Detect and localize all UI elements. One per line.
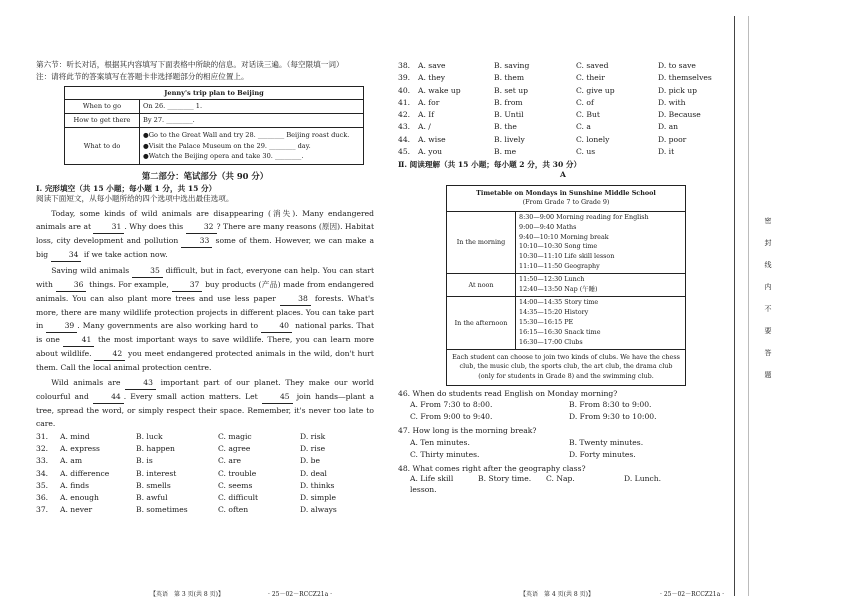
answer-option[interactable]: A. you bbox=[418, 146, 443, 156]
question-number: 33. bbox=[36, 456, 49, 466]
table-row-value: By 27. ________. bbox=[140, 114, 364, 128]
section6-title: 第六节：听长对话，根据其内容填写下面表格中所缺的信息。对话读三遍。（每空限填一词） bbox=[36, 60, 344, 69]
question-text: 48. What comes right after the geography class? bbox=[398, 464, 586, 474]
timetable-header bbox=[447, 186, 685, 212]
answer-option[interactable]: D. risk bbox=[300, 431, 326, 441]
cloze-options-left bbox=[36, 431, 374, 516]
cloze-blank: 37 bbox=[172, 278, 203, 292]
cloze-blank: 32 bbox=[186, 220, 217, 234]
binding-char: 密 bbox=[764, 217, 772, 225]
reading-section-title: Ⅱ. 阅读理解（共 15 小题；每小题 2 分，共 30 分） bbox=[398, 160, 582, 169]
section6-note: 注：请将此节的答案填写在答题卡非选择题部分的相应位置上。 bbox=[36, 72, 249, 82]
answer-option[interactable]: C. often bbox=[218, 505, 249, 515]
cloze-blank: 39 bbox=[46, 319, 77, 333]
answer-option[interactable]: B. sometimes bbox=[136, 505, 188, 515]
answer-option[interactable]: C. their bbox=[576, 73, 605, 83]
timetable-subtitle: (From Grade 7 to Grade 9) bbox=[522, 198, 610, 207]
cloze-text: . Why does this bbox=[124, 221, 186, 231]
footer-page-3: 【英语 第 3 页(共 8 页)】 bbox=[150, 591, 224, 598]
cloze-text: ? There are many reasons (原因). Habitat loss, city development and pollution bbox=[36, 221, 374, 245]
table-row-value: On 26. ________ 1. bbox=[140, 100, 364, 114]
answer-option[interactable]: A. wise bbox=[418, 134, 446, 144]
timetable-period: At noon bbox=[447, 274, 516, 297]
answer-option[interactable]: C. trouble bbox=[218, 468, 257, 478]
answer-option[interactable]: A. express bbox=[60, 444, 100, 454]
binding-char: 答 bbox=[764, 349, 772, 357]
answer-option[interactable]: A. save bbox=[418, 61, 446, 70]
timetable-row bbox=[447, 274, 685, 297]
question-number: 39. bbox=[398, 73, 411, 83]
question-number: 40. bbox=[398, 85, 411, 95]
question-number: 38. bbox=[398, 61, 411, 70]
cloze-blank: 38 bbox=[280, 292, 311, 306]
right-page bbox=[398, 60, 728, 495]
option-row bbox=[398, 134, 728, 146]
answer-option[interactable]: C. of bbox=[576, 97, 594, 107]
passage-letter: A bbox=[560, 170, 566, 180]
answer-option[interactable]: C. give up bbox=[576, 85, 615, 95]
table-row-key: When to go bbox=[65, 100, 140, 114]
answer-option[interactable]: C. But bbox=[576, 110, 600, 119]
answer-option[interactable]: D. an bbox=[658, 122, 679, 132]
answer-option[interactable]: A. difference bbox=[60, 468, 110, 478]
binding-char: 线 bbox=[764, 261, 772, 269]
answer-option[interactable]: B. set up bbox=[494, 85, 529, 95]
answer-option[interactable]: D. Forty minutes. bbox=[569, 449, 636, 459]
timetable-slot: 16:15—16:30 Snack time bbox=[519, 327, 601, 336]
option-row bbox=[398, 121, 728, 133]
question-48 bbox=[398, 464, 728, 495]
answer-option[interactable]: B. me bbox=[494, 146, 517, 156]
footer-page-4: 【英语 第 4 页(共 8 页)】 bbox=[520, 591, 594, 598]
answer-option[interactable]: D. thinks bbox=[300, 480, 335, 490]
cloze-text: national parks. That is one bbox=[36, 321, 375, 345]
timetable-slot: 11:10—11:50 Geography bbox=[519, 262, 600, 271]
answer-option[interactable]: C. Thirty minutes. bbox=[410, 449, 480, 459]
option-row bbox=[36, 505, 374, 516]
cloze-instructions: 阅读下面短文，从每小题所给的四个选项中选出最佳选项。 bbox=[36, 194, 234, 204]
answer-option[interactable]: A. they bbox=[418, 73, 446, 83]
answer-option[interactable]: B. From 8:30 to 9:00. bbox=[569, 399, 652, 409]
cloze-text: join hands—plant a tree, spread the word, or simply respect their space. Remember, it's never too late to care. bbox=[36, 392, 374, 429]
timetable-slots bbox=[516, 297, 686, 350]
timetable-slots bbox=[516, 274, 686, 297]
option-row bbox=[36, 493, 374, 504]
answer-option[interactable]: B. Until bbox=[494, 110, 524, 119]
timetable bbox=[446, 185, 686, 386]
timetable-slot: 9:40—10:10 Morning break bbox=[519, 232, 609, 241]
answer-option[interactable]: C. From 9:00 to 9:40. bbox=[410, 412, 493, 422]
timetable-slot: 16:30—17:00 Clubs bbox=[519, 337, 583, 346]
answer-option[interactable]: B. happen bbox=[136, 444, 175, 454]
cloze-text: if we take action now. bbox=[81, 249, 168, 259]
timetable-title: Timetable on Mondays in Sunshine Middle School bbox=[476, 188, 656, 197]
question-text: 47. How long is the morning break? bbox=[398, 426, 537, 436]
answer-option[interactable]: A. am bbox=[60, 456, 83, 466]
table-row-value: ●Go to the Great Wall and try 28. ________ Beijing roast duck. ●Visit the Palace Museum on the 29. ________ day. ●Watch the Beijing opera and take 30. ________. bbox=[140, 128, 364, 165]
table-row-key: What to do bbox=[65, 128, 140, 165]
answer-option[interactable]: A. finds bbox=[60, 480, 90, 490]
answer-option[interactable]: C. agree bbox=[218, 444, 251, 454]
cloze-text: . Many governments are also working hard to bbox=[77, 321, 262, 331]
cloze-blank: 41 bbox=[63, 333, 94, 347]
answer-option[interactable]: B. the bbox=[494, 122, 517, 132]
question-number: 31. bbox=[36, 431, 49, 441]
cloze-text: . Every small action matters. Let bbox=[123, 392, 262, 402]
answer-option[interactable]: D. with bbox=[658, 97, 686, 107]
answer-option[interactable]: C. a bbox=[576, 122, 591, 132]
timetable-slot: 15:30—16:15 PE bbox=[519, 317, 574, 326]
answer-option[interactable]: B. luck bbox=[136, 431, 163, 441]
timetable-slot: 10:30—11:10 Life skill lesson bbox=[519, 252, 615, 261]
binding-line bbox=[734, 16, 735, 596]
cloze-blank: 33 bbox=[181, 234, 212, 248]
cloze-blank: 34 bbox=[51, 248, 82, 262]
option-row bbox=[36, 456, 374, 467]
option-row bbox=[36, 444, 374, 455]
answer-option[interactable]: A. mind bbox=[60, 431, 90, 441]
answer-option[interactable]: D. From 9:30 to 10:00. bbox=[569, 412, 657, 422]
timetable-slot: 12:40—13:50 Nap (午睡) bbox=[519, 285, 598, 294]
cloze-text: the most important ways to save wildlife. There, you can learn more about wildlife. bbox=[36, 335, 374, 359]
cloze-section-title: Ⅰ. 完形填空（共 15 小题；每小题 1 分，共 15 分） bbox=[36, 184, 217, 194]
answer-option[interactable]: B. is bbox=[136, 456, 153, 466]
cloze-text: important part of our planet. They make our world colourful and bbox=[36, 378, 374, 402]
timetable-slot: 9:00—9:40 Maths bbox=[519, 222, 577, 231]
footer-code-right: · 25－02－RCCZ21a · bbox=[660, 591, 724, 598]
timetable-slot: 14:00—14:35 Story time bbox=[519, 298, 599, 307]
question-46 bbox=[398, 389, 728, 424]
cloze-text: you meet endangered protected animals in the wild, don't hurt them. Call the local animal protection centre. bbox=[36, 349, 374, 373]
option-row bbox=[398, 97, 728, 109]
answer-option[interactable]: B. Twenty minutes. bbox=[569, 437, 644, 447]
timetable-slot: 8:30—9:00 Morning reading for English bbox=[519, 212, 649, 221]
answer-option[interactable]: A. If bbox=[418, 110, 435, 119]
timetable-slot: 11:50—12:30 Lunch bbox=[519, 275, 585, 284]
answer-option[interactable]: C. lonely bbox=[576, 134, 610, 144]
question-number: 42. bbox=[398, 110, 411, 119]
answer-option[interactable]: A. wake up bbox=[418, 85, 461, 95]
binding-char: 内 bbox=[764, 283, 772, 291]
option-row bbox=[36, 431, 374, 442]
timetable-period: In the afternoon bbox=[447, 297, 516, 350]
binding-char: 不 bbox=[764, 305, 772, 313]
cloze-paragraph-3 bbox=[36, 376, 374, 430]
timetable-period: In the morning bbox=[447, 212, 516, 274]
trip-plan-title: Jenny's trip plan to Beijing bbox=[65, 86, 364, 100]
answer-option[interactable]: D. pick up bbox=[658, 85, 697, 95]
cloze-text: Wild animals are bbox=[51, 378, 126, 388]
cloze-blank: 35 bbox=[132, 264, 163, 278]
option-row bbox=[398, 146, 728, 158]
timetable-slot: 10:10—10:30 Song time bbox=[519, 242, 598, 251]
answer-option[interactable]: A. never bbox=[60, 505, 93, 515]
answer-option[interactable]: D. Lunch. bbox=[624, 474, 662, 484]
answer-option[interactable]: B. from bbox=[494, 97, 523, 107]
question-number: 35. bbox=[36, 480, 49, 490]
cloze-blank: 36 bbox=[56, 278, 87, 292]
answer-option[interactable]: A. From 7:30 to 8:00. bbox=[410, 399, 493, 409]
cloze-blank: 44 bbox=[93, 390, 124, 404]
answer-option[interactable]: B. saving bbox=[494, 61, 530, 70]
option-row bbox=[398, 109, 728, 121]
answer-option[interactable]: B. interest bbox=[136, 468, 177, 478]
answer-option[interactable]: D. always bbox=[300, 505, 337, 515]
cloze-text: Saving wild animals bbox=[51, 265, 132, 275]
cloze-paragraph-2 bbox=[36, 264, 374, 374]
cloze-blank: 43 bbox=[125, 376, 156, 390]
cloze-text: buy products (产品) made from endangered animals. You can also plant more trees and use less paper bbox=[36, 279, 374, 303]
question-number: 44. bbox=[398, 134, 411, 144]
binding-notice bbox=[762, 210, 774, 386]
cloze-text: things. For example, bbox=[86, 279, 172, 289]
cloze-blank: 31 bbox=[93, 220, 124, 234]
timetable-row bbox=[447, 212, 685, 274]
cloze-text: some of them. However, we can make a big bbox=[36, 235, 374, 259]
answer-option[interactable]: B. them bbox=[494, 73, 525, 83]
cloze-blank: 45 bbox=[262, 390, 293, 404]
answer-option[interactable]: D. rise bbox=[300, 444, 326, 454]
cloze-text: Today, some kinds of wild animals are disappearing (消失). Many endangered animals are at bbox=[36, 208, 374, 231]
question-number: 32. bbox=[36, 444, 49, 454]
option-row bbox=[398, 72, 728, 84]
cloze-text: forests. What's more, there are many wildlife protection projects in different places. You can take part in bbox=[36, 293, 374, 331]
part2-title: 第二部分：笔试部分（共 90 分） bbox=[141, 170, 269, 181]
binding-char: 封 bbox=[764, 239, 772, 247]
trip-plan-table bbox=[64, 86, 364, 165]
left-page bbox=[36, 60, 374, 516]
question-number: 41. bbox=[398, 97, 411, 107]
cloze-blank: 40 bbox=[261, 319, 292, 333]
answer-option[interactable]: C. us bbox=[576, 146, 596, 156]
answer-option[interactable]: A. Ten minutes. bbox=[410, 437, 470, 447]
answer-option[interactable]: A. / bbox=[418, 122, 431, 132]
timetable-row bbox=[447, 297, 685, 350]
question-number: 45. bbox=[398, 146, 411, 156]
timetable-slot: 14:35—15:20 History bbox=[519, 308, 589, 317]
answer-option[interactable]: D. to save bbox=[658, 61, 696, 70]
answer-option[interactable]: D. poor bbox=[658, 134, 687, 144]
option-row bbox=[36, 480, 374, 491]
binding-line-faint bbox=[748, 16, 749, 596]
binding-char: 要 bbox=[764, 327, 772, 335]
answer-option[interactable]: C. difficult bbox=[218, 493, 259, 503]
cloze-blank: 42 bbox=[94, 347, 125, 361]
answer-option[interactable]: C. saved bbox=[576, 61, 609, 70]
answer-option[interactable]: B. Story time. bbox=[478, 474, 532, 484]
timetable-body bbox=[447, 212, 685, 350]
cloze-options-right bbox=[398, 60, 728, 158]
answer-option[interactable]: D. simple bbox=[300, 493, 336, 503]
cloze-text: difficult, but in fact, everyone can help. You can start with bbox=[36, 265, 374, 289]
footer-code-left: · 25－02－RCCZ21a · bbox=[268, 591, 332, 598]
option-row bbox=[398, 60, 728, 72]
answer-option[interactable]: B. lively bbox=[494, 134, 525, 144]
answer-option[interactable]: D. themselves bbox=[658, 73, 712, 83]
binding-char: 题 bbox=[764, 371, 772, 379]
answer-option[interactable]: C. are bbox=[218, 456, 242, 466]
answer-option[interactable]: A. enough bbox=[60, 493, 99, 503]
answer-option[interactable]: B. awful bbox=[136, 493, 168, 503]
timetable-note: Each student can choose to join two kinds of clubs. We have the chess club, the music club, the sports club, the art club, the drama club (only for students in Grade 8) and the swimming club. bbox=[452, 352, 680, 380]
question-number: 36. bbox=[36, 493, 49, 503]
answer-option[interactable]: D. Because bbox=[658, 110, 701, 119]
question-47 bbox=[398, 426, 728, 461]
answer-option[interactable]: C. Nap. bbox=[546, 474, 575, 484]
answer-option[interactable]: A. for bbox=[418, 97, 440, 107]
answer-option[interactable]: C. seems bbox=[218, 480, 253, 490]
answer-option[interactable]: D. deal bbox=[300, 468, 327, 478]
question-number: 37. bbox=[36, 505, 49, 515]
table-row-key: How to get there bbox=[65, 114, 140, 128]
question-number: 34. bbox=[36, 468, 49, 478]
question-text: 46. When do students read English on Monday morning? bbox=[398, 388, 618, 398]
answer-option[interactable]: C. magic bbox=[218, 431, 252, 441]
answer-option[interactable]: B. smells bbox=[136, 480, 171, 490]
answer-option[interactable]: D. it bbox=[658, 146, 675, 156]
answer-option[interactable]: D. be bbox=[300, 456, 321, 466]
cloze-paragraph-1 bbox=[36, 207, 374, 262]
option-row bbox=[398, 85, 728, 97]
timetable-slots bbox=[516, 212, 686, 274]
answer-option[interactable]: A. Life skill lesson. bbox=[410, 474, 454, 494]
question-number: 43. bbox=[398, 122, 411, 132]
option-row bbox=[36, 468, 374, 479]
